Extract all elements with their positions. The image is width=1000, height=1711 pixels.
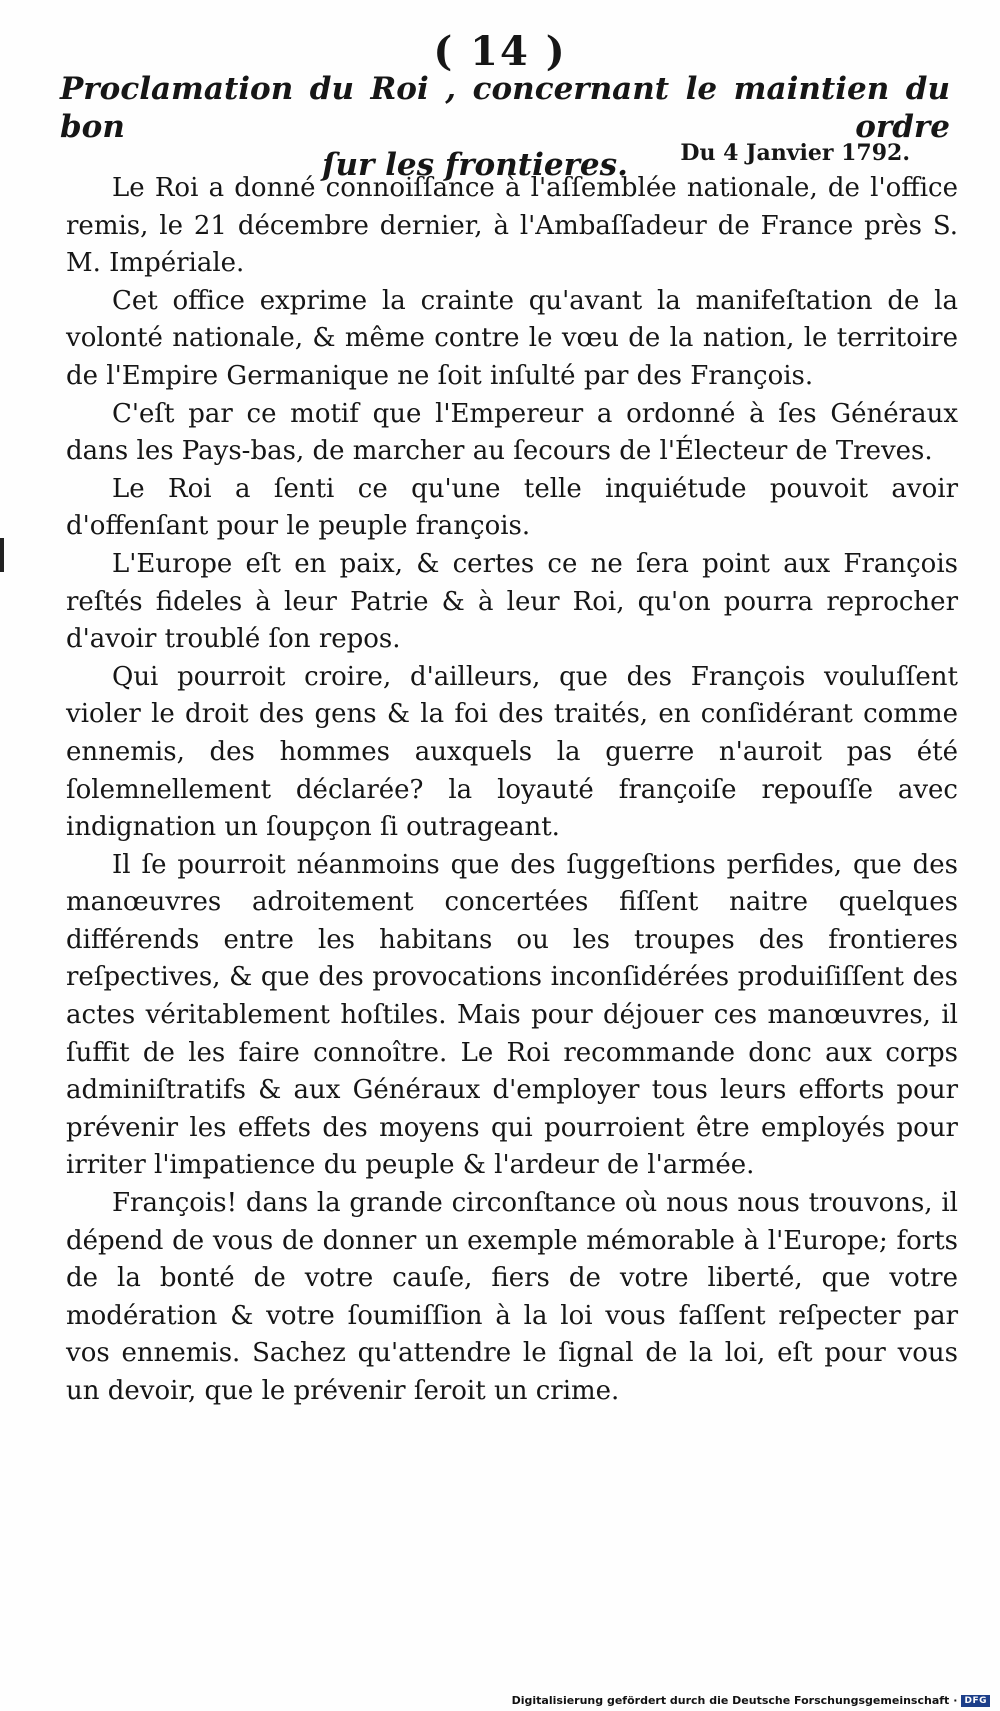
- paragraph: C'eſt par ce motif que l'Empereur a ordonné à ſes Généraux dans les Pays-bas, de marcher au ſecours de l'Électeur de Treves.: [66, 398, 958, 467]
- proclamation-title: [60, 70, 950, 184]
- footer-text: Digitalisierung gefördert durch die Deutsche Forschungsgemeinschaft: [511, 1694, 950, 1707]
- paragraph: Il ſe pourroit néanmoins que des ſuggeſtions perfides, que des manœuvres adroitement concertées fiſſent naitre quelques différends entre les habitans ou les troupes des frontieres reſpectives, & que des provocations inconſidérées produiſiſſent des actes véritablement hoſtiles. Mais pour déjouer ces manœuvres, il ſuffit de les faire connoître. Le Roi recommande donc aux corps adminiſtratifs & aux Généraux d'employer tous leurs efforts pour prévenir les effets des moyens qui pourroient être employés pour irriter l'impatience du peuple & l'ardeur de l'armée.: [66, 849, 958, 1181]
- paragraph: Cet office exprime la crainte qu'avant la manifeſtation de la volonté nationale, & même contre le vœu de la nation, le territoire de l'Empire Germanique ne ſoit inſulté par des François.: [66, 285, 958, 391]
- title-line-2: ſur les frontieres.: [322, 147, 628, 183]
- dfg-logo: DFG: [961, 1695, 990, 1707]
- proclamation-date: Du 4 Janvier 1792.: [680, 140, 910, 166]
- title-line-1: Proclamation du Roi , concernant le maintien du bon ordre: [60, 71, 950, 145]
- paragraph: Le Roi a ſenti ce qu'une telle inquiétude pouvoit avoir d'offenſant pour le peuple françois.: [66, 473, 958, 542]
- paragraph: François! dans la grande circonſtance où nous nous trouvons, il dépend de vous de donner un exemple mémorable à l'Europe; forts de la bonté de votre cauſe, fiers de votre liberté, que votre modération & votre ſoumiſſion à la loi vous faſſent reſpecter par vos ennemis. Sachez qu'attendre le ſignal de la loi, eſt pour vous un devoir, que le prévenir ſeroit un crime.: [66, 1188, 958, 1406]
- digitization-footer: Digitalisierung gefördert durch die Deutsche Forschungsgemeinschaft · DFG: [512, 1694, 990, 1707]
- page-number: ( 14 ): [433, 28, 567, 75]
- paragraph: Le Roi a donné connoiſſance à l'aſſemblée nationale, de l'office remis, le 21 décembre dernier, à l'Ambaſſadeur de France près S. M. Impériale.: [66, 173, 958, 279]
- paragraph: Qui pourroit croire, d'ailleurs, que des François vouluſſent violer le droit des gens & la foi des traités, en conſidérant comme ennemis, des hommes auxquels la guerre n'auroit pas été ſolemnellement déclarée? la loyauté françoiſe repouſſe avec indignation un ſoupçon ſi outrageant.: [66, 661, 958, 843]
- paragraph: L'Europe eſt en paix, & certes ce ne ſera point aux François reſtés fideles à leur Patrie & à leur Roi, qu'on pourra reprocher d'avoir troublé ſon repos.: [66, 548, 958, 655]
- margin-mark: [0, 538, 4, 572]
- proclamation-body: [66, 170, 958, 1411]
